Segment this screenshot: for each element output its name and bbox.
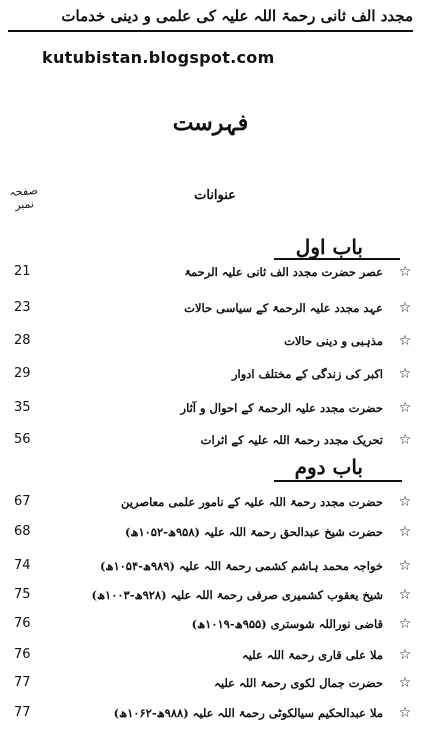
toc-entry-title: تحریک مجدد رحمۃ اللہ علیہ کے اثرات xyxy=(200,433,383,447)
toc-entry-page-number: 75 xyxy=(14,587,31,602)
toc-entry-page-number: 67 xyxy=(14,494,31,509)
star-bullet-icon: ☆ xyxy=(398,675,412,691)
toc-entry-title: ملا علی قاری رحمۃ اللہ علیہ xyxy=(241,648,383,662)
toc-entry[interactable] xyxy=(0,364,421,386)
star-bullet-icon: ☆ xyxy=(398,705,412,721)
star-bullet-icon: ☆ xyxy=(398,524,412,540)
toc-entry-page-number: 74 xyxy=(14,558,31,573)
toc-entry[interactable] xyxy=(0,585,421,607)
toc-entry-page-number: 21 xyxy=(14,264,31,279)
toc-entry[interactable] xyxy=(0,298,421,320)
chapter-underline xyxy=(274,480,402,482)
star-bullet-icon: ☆ xyxy=(398,432,412,448)
toc-entry-title: حضرت جمال لکوی رحمۃ اللہ علیہ xyxy=(214,676,383,690)
toc-entry-page-number: 76 xyxy=(14,647,31,662)
header-rule xyxy=(8,30,413,32)
page-title: فہرست xyxy=(172,110,249,136)
toc-entry-title: اکبر کی زندگی کے مختلف ادوار xyxy=(231,367,383,381)
toc-entry-page-number: 56 xyxy=(14,432,31,447)
contents-column-header: عنوانات xyxy=(194,188,236,203)
star-bullet-icon: ☆ xyxy=(398,366,412,382)
toc-entry-title: حضرت مجدد علیہ الرحمۃ کے احوال و آثار xyxy=(180,401,383,415)
toc-entry[interactable] xyxy=(0,614,421,636)
toc-entry[interactable] xyxy=(0,398,421,420)
toc-entry-page-number: 28 xyxy=(14,333,31,348)
toc-entry-title: قاضی نوراللہ شوستری (۹۵۵ھ-۱۰۱۹ھ) xyxy=(191,617,383,631)
watermark-url: kutubistan.blogspot.com xyxy=(42,48,275,67)
toc-entry-title: حضرت شیخ عبدالحق رحمۃ اللہ علیہ (۹۵۸ھ-۱۰۵۲ھ) xyxy=(124,525,383,539)
star-bullet-icon: ☆ xyxy=(398,400,412,416)
star-bullet-icon: ☆ xyxy=(398,587,412,603)
star-bullet-icon: ☆ xyxy=(398,333,412,349)
toc-entry-title: خواجہ محمد ہاشم کشمی رحمۃ اللہ علیہ (۹۸۹ھ-۱۰۵۴ھ) xyxy=(99,559,383,573)
toc-entry-page-number: 23 xyxy=(14,300,31,315)
chapter-heading: باب دوم xyxy=(294,455,363,479)
toc-entry-title: مذہبی و دینی حالات xyxy=(284,334,383,348)
toc-entry-page-number: 77 xyxy=(14,705,31,720)
toc-entry-title: عصر حضرت مجدد الف ثانی علیہ الرحمۃ xyxy=(184,265,383,279)
toc-entry-title: شیخ یعقوب کشمیری صرفی رحمۃ اللہ علیہ (۹۲۸ھ-۱۰۰۳ھ) xyxy=(91,588,383,602)
toc-entry-title: عہد مجدد علیہ الرحمۃ کے سیاسی حالات xyxy=(184,301,383,315)
running-header: مجدد الف ثانی رحمۃ اللہ علیہ کی علمی و دینی خدمات xyxy=(61,7,413,25)
toc-entry[interactable] xyxy=(0,430,421,452)
star-bullet-icon: ☆ xyxy=(398,616,412,632)
toc-entry-page-number: 68 xyxy=(14,524,31,539)
toc-entry-page-number: 29 xyxy=(14,366,31,381)
star-bullet-icon: ☆ xyxy=(398,300,412,316)
toc-entry-page-number: 35 xyxy=(14,400,31,415)
toc-entry-page-number: 77 xyxy=(14,675,31,690)
toc-entry-page-number: 76 xyxy=(14,616,31,631)
page-number-column-header: صفحہ نمبر xyxy=(8,184,39,212)
toc-entry[interactable] xyxy=(0,703,421,725)
star-bullet-icon: ☆ xyxy=(398,558,412,574)
toc-entry-title: ملا عبدالحکیم سیالکوٹی رحمۃ اللہ علیہ (۹۸۸ھ-۱۰۶۲ھ) xyxy=(113,706,383,720)
toc-entry[interactable] xyxy=(0,492,421,514)
star-bullet-icon: ☆ xyxy=(398,647,412,663)
toc-entry[interactable] xyxy=(0,522,421,544)
star-bullet-icon: ☆ xyxy=(398,264,412,280)
toc-entry[interactable] xyxy=(0,262,421,284)
chapter-underline xyxy=(274,258,400,260)
chapter-heading: باب اول xyxy=(295,235,363,259)
star-bullet-icon: ☆ xyxy=(398,494,412,510)
toc-entry[interactable] xyxy=(0,673,421,695)
toc-entry-title: حضرت مجدد رحمۃ اللہ علیہ کے نامور علمی معاصرین xyxy=(121,495,383,509)
toc-entry[interactable] xyxy=(0,331,421,353)
toc-entry[interactable] xyxy=(0,556,421,578)
toc-entry[interactable] xyxy=(0,645,421,667)
